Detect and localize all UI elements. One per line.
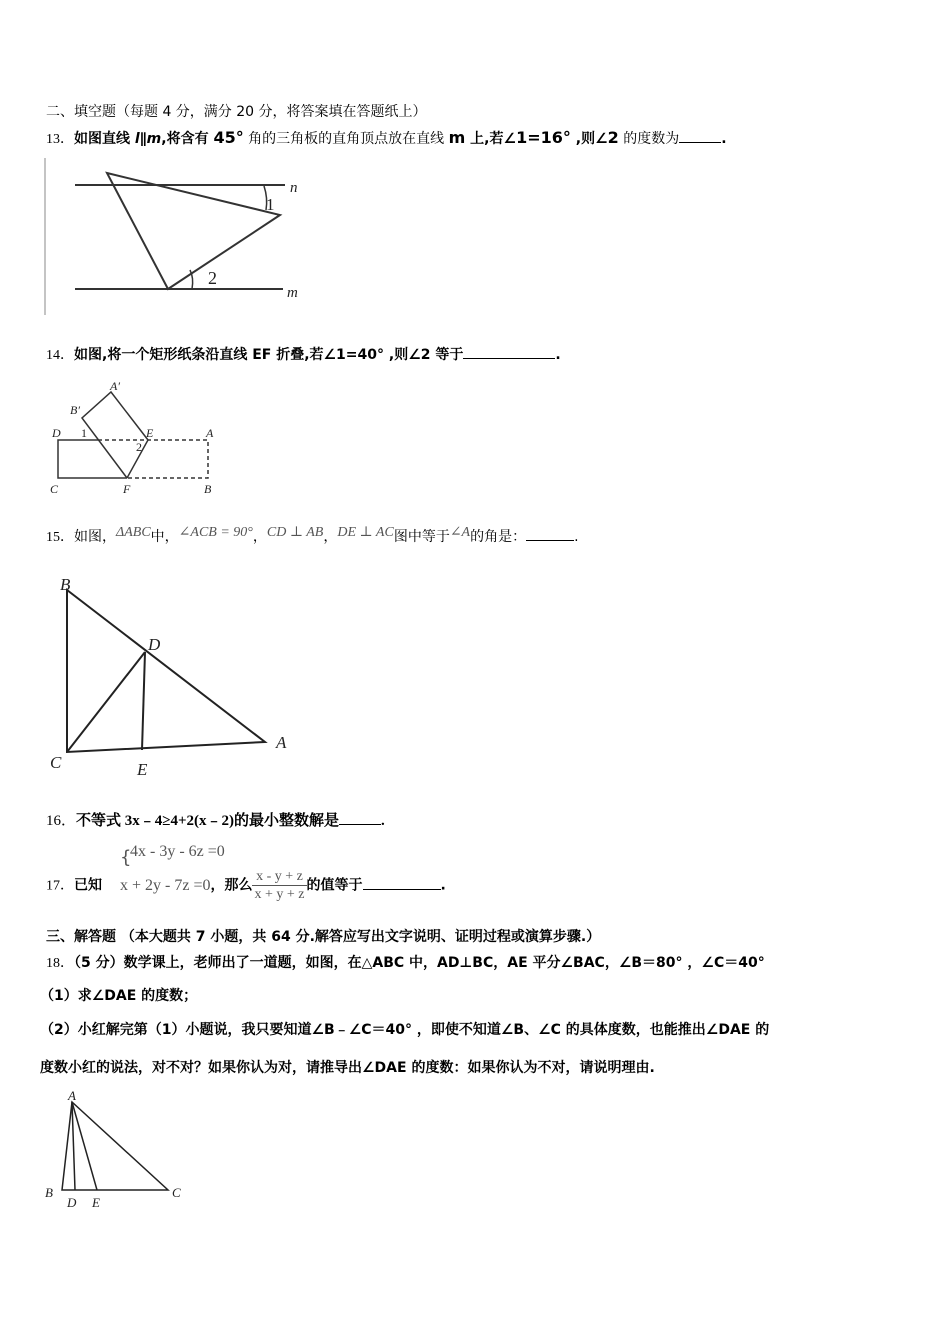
label-C: C <box>50 482 59 496</box>
triangle-ABC <box>62 1102 168 1190</box>
question-number: 16． <box>46 813 77 829</box>
q18-part-2-continued: 度数小红的说法，对不对？如果你认为对，请推导出∠DAE 的度数：如果你认为不对，请说明理由. <box>40 1060 655 1076</box>
q15-text: 的角是： <box>470 529 527 545</box>
q13-math: l∥m <box>134 131 162 147</box>
q17-text: ，那么 <box>210 877 253 894</box>
q14-text: 如图,将一个矩形纸条沿直线 EF 折叠,若∠1=40° ,则∠2 等于 <box>74 347 464 363</box>
q15-text: 中， <box>150 529 179 545</box>
figure-18 <box>62 1102 168 1190</box>
q13-math: 1=16° <box>516 128 571 147</box>
q18-text: （5 分）数学课上，老师出了一道题，如图，在△ABC 中，AD⊥BC，AE 平分∠BAC，∠B＝80° ，∠C＝40° <box>74 955 765 971</box>
q15-math: DE ⊥ AC <box>337 525 394 540</box>
label-A: A <box>206 426 214 440</box>
q16-text: . <box>381 813 385 829</box>
label-C: C <box>50 753 62 772</box>
figure-15 <box>67 590 265 752</box>
q15-text: 图中等于 <box>393 529 450 545</box>
q15-text: . <box>574 529 579 545</box>
segment-DE <box>142 652 145 750</box>
label-angle-2: 2 <box>208 268 217 288</box>
section-2-heading: 二、填空题（每题 4 分，满分 20 分，将答案填在答题纸上） <box>46 104 427 120</box>
label-angle-1: 1 <box>81 426 87 440</box>
label-B-prime: B′ <box>70 403 80 417</box>
q13-text: . <box>721 131 727 147</box>
q17-text: 已知 <box>74 877 102 894</box>
q13-text: 角的三角板的直角顶点放在直线 <box>243 131 449 147</box>
q14-text: . <box>555 347 561 363</box>
q17-equation-1: 4x - 3y - 6z =0 <box>130 843 225 860</box>
q15-math: ΔABC <box>116 525 151 540</box>
rectangle-solid <box>58 440 127 478</box>
q17-equation-2: x + 2y - 7z =0 <box>120 876 211 894</box>
q18-part-2: （2）小红解完第（1）小题说，我只要知道∠B﹣∠C＝40° ，即使不知道∠B、∠C 的具体度数，也能推出∠DAE 的 <box>40 1022 770 1038</box>
q17-text: 的值等于 <box>306 877 363 894</box>
label-angle-1: 1 <box>266 195 275 214</box>
q16-text: 不等式 3x﹣4≥4+2(x﹣2)的最小整数解是 <box>76 813 340 829</box>
q13-text: 如图直线 <box>74 131 135 147</box>
label-A: A <box>276 733 287 752</box>
fraction-denominator: x + y + z <box>254 887 305 902</box>
q15-text: 如图， <box>74 529 116 545</box>
segment-AD <box>72 1102 75 1190</box>
figure-13 <box>45 158 285 315</box>
fraction-numerator: x - y + z <box>252 868 306 886</box>
q13-text: 的度数为 <box>618 131 680 147</box>
label-n: n <box>290 180 298 196</box>
section-3-heading: 三、解答题 （本大题共 7 小题，共 64 分.解答应写出文字说明、证明过程或演算步骤.） <box>46 929 601 945</box>
label-B: B <box>45 1185 53 1200</box>
label-m: m <box>287 285 298 301</box>
q15-math: ∠ACB = 90° <box>178 525 253 540</box>
triangle-ABC <box>67 590 265 752</box>
label-E: E <box>92 1195 100 1210</box>
question-number: 15． <box>46 530 74 545</box>
label-B: B <box>60 575 71 594</box>
label-D: D <box>148 635 161 654</box>
q13-math: 2 <box>607 128 619 147</box>
folded-part <box>82 392 148 478</box>
label-D: D <box>52 426 61 440</box>
question-number: 14． <box>46 348 74 363</box>
label-F: F <box>123 482 131 496</box>
question-number: 13． <box>46 132 74 147</box>
q17-text: . <box>440 877 446 894</box>
q15-math: ∠A <box>449 525 471 540</box>
q18-part-1: （1）求∠DAE 的度数； <box>40 988 198 1004</box>
question-number: 17． <box>46 878 74 894</box>
q13-text: 上,若∠ <box>465 131 517 147</box>
label-E: E <box>146 426 154 440</box>
q13-math: 45° <box>213 128 244 147</box>
label-angle-2: 2 <box>136 440 142 454</box>
segment-CD <box>67 652 145 752</box>
q15-text: ， <box>252 529 267 545</box>
segment-AE <box>72 1102 97 1190</box>
label-D: D <box>67 1195 77 1210</box>
q15-math: CD ⊥ AB <box>266 525 324 540</box>
label-A: A <box>68 1088 76 1103</box>
q13-text: ,则∠ <box>570 131 608 147</box>
q13-math: m <box>448 128 466 147</box>
label-E: E <box>137 760 148 779</box>
triangle-ruler <box>107 173 280 289</box>
rectangle-dashed <box>98 440 208 478</box>
question-number: 18． <box>46 956 74 971</box>
label-B: B <box>204 482 212 496</box>
label-C: C <box>172 1185 181 1200</box>
q13-text: ,将含有 <box>161 131 214 147</box>
label-A-prime: A′ <box>110 379 120 393</box>
brace-glyph: { <box>120 847 132 868</box>
q15-text: ， <box>323 529 338 545</box>
